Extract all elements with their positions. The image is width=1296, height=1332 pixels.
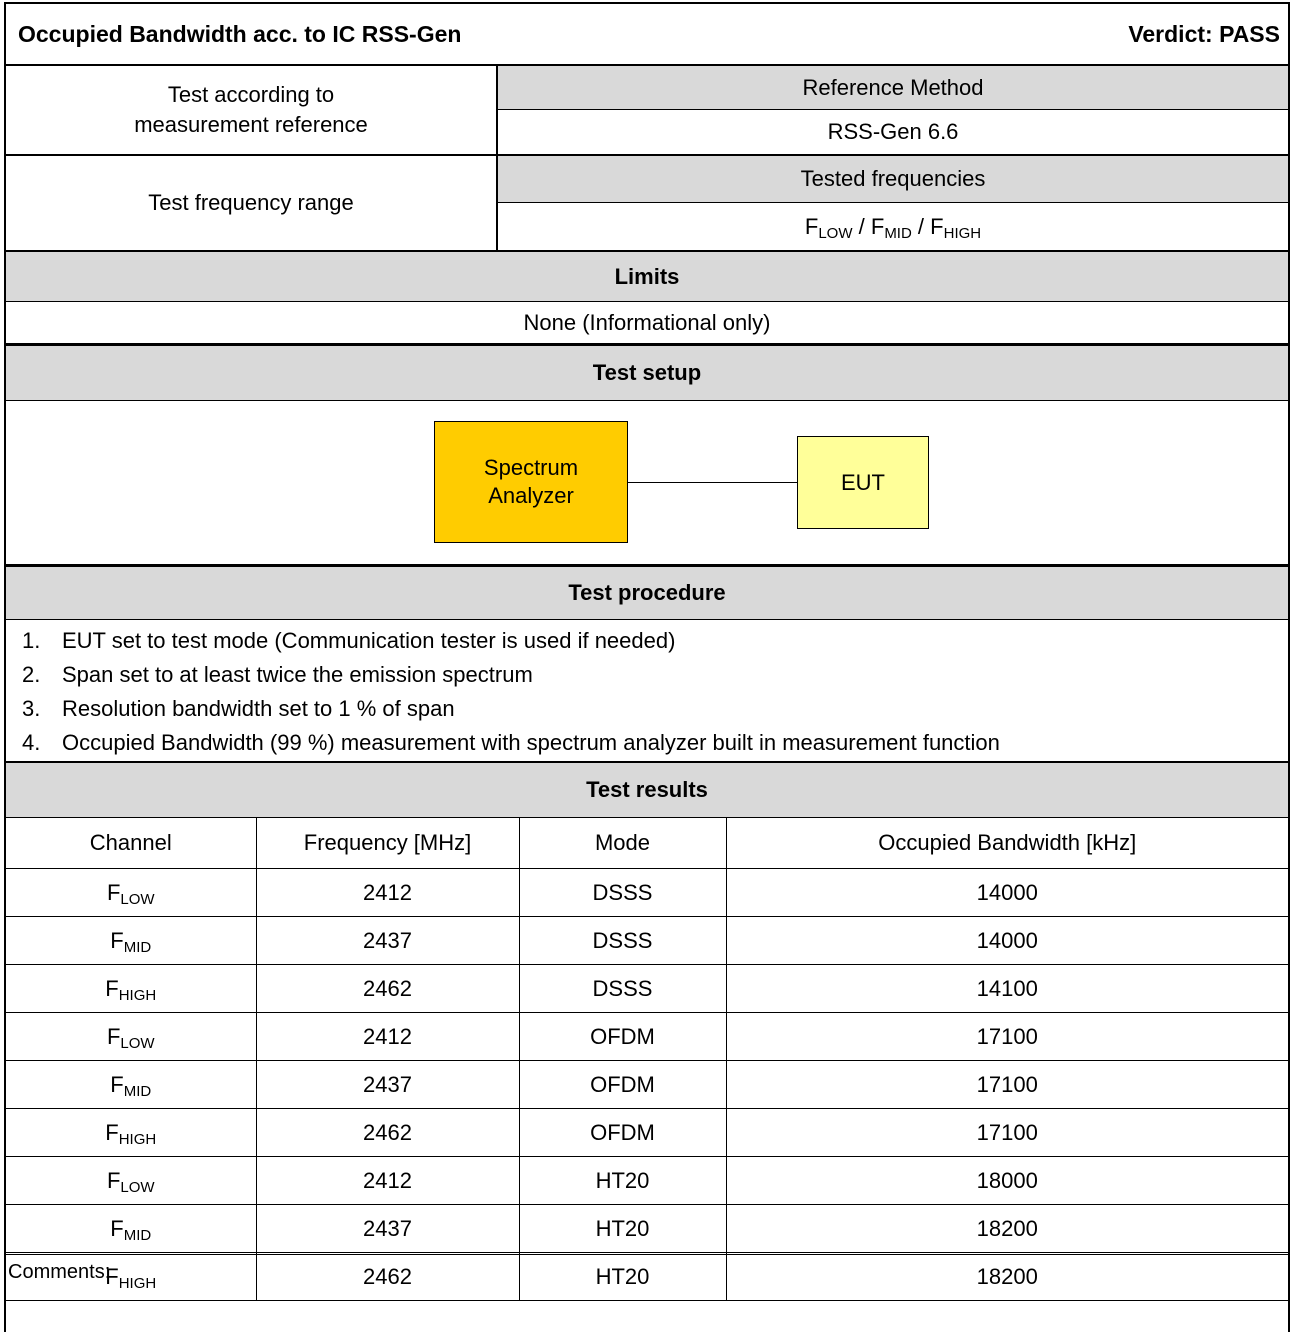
bandwidth-cell: 17100 — [726, 1061, 1288, 1109]
column-header-mode: Mode — [519, 818, 726, 869]
results-header-row — [6, 818, 1288, 869]
mode-cell: OFDM — [519, 1061, 726, 1109]
table-row — [6, 1109, 1288, 1157]
procedure-step-number: 4. — [22, 730, 41, 755]
bandwidth-cell: 14000 — [726, 869, 1288, 917]
frequency-cell: 2437 — [256, 917, 519, 965]
channel-cell: $F_{LOW}$ — [6, 1013, 256, 1061]
mode-cell: HT20 — [519, 1253, 726, 1301]
comments-section — [4, 1254, 1290, 1332]
bandwidth-cell: 17100 — [726, 1109, 1288, 1157]
mode-cell: OFDM — [519, 1013, 726, 1061]
channel-cell: $F_{MID}$ — [6, 917, 256, 965]
eut-box: EUT — [797, 436, 929, 529]
mode-cell: DSSS — [519, 869, 726, 917]
mode-cell: HT20 — [519, 1205, 726, 1253]
setup-heading: Test setup — [4, 346, 1290, 401]
table-row — [6, 869, 1288, 917]
tested-frequencies-text: $F_{LOW} / F_{MID} / F_{HIGH}$ — [804, 213, 982, 242]
procedure-step — [6, 658, 1288, 692]
channel-cell: $F_{LOW}$ — [6, 869, 256, 917]
bandwidth-cell: 18000 — [726, 1157, 1288, 1205]
frequency-cell: 2437 — [256, 1061, 519, 1109]
frequency-cell: 2462 — [256, 1109, 519, 1157]
channel-cell: $F_{MID}$ — [6, 1205, 256, 1253]
bandwidth-cell: 14000 — [726, 917, 1288, 965]
tested-frequencies-value — [498, 203, 1288, 250]
frequency-cell: 2462 — [256, 965, 519, 1013]
channel-cell: $F_{LOW}$ — [6, 1157, 256, 1205]
channel-cell: $F_{HIGH}$ — [6, 965, 256, 1013]
tested-frequencies-header: Tested frequencies — [498, 156, 1288, 203]
reference-method-header: Reference Method — [498, 66, 1288, 110]
procedure-step-text: EUT set to test mode (Communication tester is used if needed) — [62, 628, 676, 653]
results-heading: Test results — [4, 763, 1290, 818]
table-row — [6, 1061, 1288, 1109]
frequency-cell: 2412 — [256, 869, 519, 917]
procedure-list — [6, 620, 1288, 760]
reference-label-line2: measurement reference — [134, 112, 368, 137]
reference-section — [4, 66, 1290, 156]
procedure-step-number: 2. — [22, 662, 41, 687]
limits-value: None (Informational only) — [4, 302, 1290, 346]
table-row — [6, 1205, 1288, 1253]
analyzer-label-line2: Analyzer — [488, 483, 574, 508]
comments-label: Comments: — [8, 1261, 111, 1283]
procedure-step-text: Resolution bandwidth set to 1 % of span — [62, 696, 455, 721]
report-header — [4, 2, 1290, 66]
bandwidth-cell: 18200 — [726, 1205, 1288, 1253]
frequency-cell: 2412 — [256, 1157, 519, 1205]
bandwidth-cell: 17100 — [726, 1013, 1288, 1061]
spectrum-analyzer-box — [434, 421, 628, 543]
procedure-step — [6, 692, 1288, 726]
procedure-step-number: 1. — [22, 628, 41, 653]
mode-cell: DSSS — [519, 965, 726, 1013]
channel-cell: $F_{HIGH}$ — [6, 1109, 256, 1157]
channel-cell: $F_{HIGH}$ — [6, 1253, 256, 1301]
frequency-symbol: $F_{HIGH}$ — [930, 213, 982, 242]
procedure-step — [6, 726, 1288, 760]
bandwidth-cell: 14100 — [726, 965, 1288, 1013]
frequency-symbol: $F_{LOW}$ — [804, 213, 853, 242]
frequency-section — [4, 156, 1290, 252]
reference-label-line1: Test according to — [167, 82, 335, 107]
frequency-symbol: $F_{MID}$ — [870, 213, 912, 242]
bandwidth-cell: 18200 — [726, 1253, 1288, 1301]
verdict-label: Verdict: PASS — [1128, 20, 1280, 47]
procedure-step — [6, 624, 1288, 658]
frequency-cell: 2437 — [256, 1205, 519, 1253]
results-body — [6, 869, 1288, 1301]
mode-cell: HT20 — [519, 1157, 726, 1205]
frequency-range-label: Test frequency range — [6, 156, 498, 250]
column-header-frequency: Frequency [MHz] — [256, 818, 519, 869]
table-row — [6, 917, 1288, 965]
table-row — [6, 1013, 1288, 1061]
channel-cell: $F_{MID}$ — [6, 1061, 256, 1109]
mode-cell: DSSS — [519, 917, 726, 965]
table-row — [6, 1157, 1288, 1205]
procedure-step-text: Occupied Bandwidth (99 %) measurement with spectrum analyzer built in measurement function — [62, 730, 1000, 755]
mode-cell: OFDM — [519, 1109, 726, 1157]
setup-diagram — [4, 401, 1290, 567]
column-header-bandwidth: Occupied Bandwidth [kHz] — [726, 818, 1288, 869]
reference-label-cell — [6, 66, 498, 154]
reference-method-value: RSS-Gen 6.6 — [827, 119, 959, 144]
analyzer-label-line1: Spectrum — [483, 455, 579, 480]
procedure-body — [4, 620, 1290, 763]
table-row — [6, 965, 1288, 1013]
frequency-cell: 2412 — [256, 1013, 519, 1061]
procedure-step-number: 3. — [22, 696, 41, 721]
connection-line — [628, 482, 797, 483]
frequency-cell: 2462 — [256, 1253, 519, 1301]
procedure-step-text: Span set to at least twice the emission spectrum — [62, 662, 533, 687]
report-title: Occupied Bandwidth acc. to IC RSS-Gen — [18, 20, 462, 47]
limits-heading: Limits — [4, 252, 1290, 302]
column-header-channel: Channel — [6, 818, 256, 869]
procedure-heading: Test procedure — [4, 567, 1290, 620]
